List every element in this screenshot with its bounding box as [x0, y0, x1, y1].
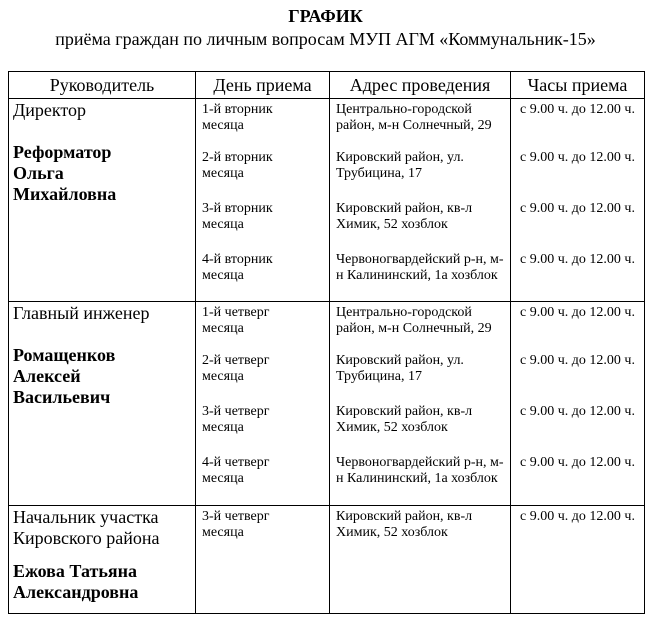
document-title: ГРАФИК	[288, 6, 363, 26]
manager-name: Реформатор Ольга Михайловна	[13, 142, 117, 204]
list-item: 2-й четверг месяца	[202, 353, 270, 384]
list-item: с 9.00 ч. до 12.00 ч.	[520, 252, 635, 267]
list-item: Червоногвардейский р-н, м-н Калининский, 1а хозблок	[336, 455, 504, 486]
day-cell	[196, 302, 330, 506]
list-item: с 9.00 ч. до 12.00 ч.	[520, 150, 635, 165]
list-item: Кировский район, кв-л Химик, 52 хозблок	[336, 201, 473, 232]
list-item: с 9.00 ч. до 12.00 ч.	[520, 353, 635, 368]
address-cell	[330, 506, 511, 614]
column-header-day: День приема	[196, 72, 330, 99]
list-item: Кировский район, кв-л Химик, 52 хозблок	[336, 404, 473, 435]
manager-cell	[9, 506, 196, 614]
day-cell	[196, 506, 330, 614]
list-item: с 9.00 ч. до 12.00 ч.	[520, 305, 635, 320]
list-item: с 9.00 ч. до 12.00 ч.	[520, 102, 635, 117]
manager-name: Ежова Татьяна Александровна	[13, 561, 139, 602]
list-item: Кировский район, кв-л Химик, 52 хозблок	[336, 509, 473, 540]
list-item: 4-й вторник месяца	[202, 252, 273, 283]
column-header-address: Адрес проведения	[330, 72, 511, 99]
manager-cell	[9, 99, 196, 302]
document-subtitle: приёма граждан по личным вопросам МУП АГМ «Коммунальник-15»	[55, 29, 596, 49]
list-item: 1-й четверг месяца	[202, 305, 270, 336]
manager-role: Директор	[13, 100, 87, 120]
hours-cell	[511, 506, 645, 614]
manager-name: Ромащенков Алексей Васильевич	[13, 345, 116, 407]
list-item: с 9.00 ч. до 12.00 ч.	[520, 509, 635, 524]
column-header-manager: Руководитель	[9, 72, 196, 99]
table-row	[9, 302, 645, 506]
table-row	[9, 506, 645, 614]
list-item: 2-й вторник месяца	[202, 150, 273, 181]
table-header-row	[9, 72, 645, 99]
manager-role: Начальник участка Кировского района	[13, 507, 160, 548]
manager-role: Главный инженер	[13, 303, 150, 323]
column-header-hours: Часы приема	[511, 72, 645, 99]
list-item: с 9.00 ч. до 12.00 ч.	[520, 404, 635, 419]
address-cell	[330, 99, 511, 302]
hours-cell	[511, 99, 645, 302]
list-item: Центрально-городской район, м-н Солнечный, 29	[336, 102, 492, 133]
list-item: 3-й четверг месяца	[202, 509, 270, 540]
list-item: Кировский район, ул. Трубицина, 17	[336, 353, 464, 384]
hours-cell	[511, 302, 645, 506]
list-item: 4-й четверг месяца	[202, 455, 270, 486]
list-item: 3-й четверг месяца	[202, 404, 270, 435]
manager-cell	[9, 302, 196, 506]
list-item: Червоногвардейский р-н, м-н Калининский, 1а хозблок	[336, 252, 504, 283]
schedule-table	[8, 71, 645, 614]
table-row	[9, 99, 645, 302]
address-cell	[330, 302, 511, 506]
day-cell	[196, 99, 330, 302]
list-item: Центрально-городской район, м-н Солнечный, 29	[336, 305, 492, 336]
list-item: 1-й вторник месяца	[202, 102, 273, 133]
list-item: с 9.00 ч. до 12.00 ч.	[520, 201, 635, 216]
list-item: с 9.00 ч. до 12.00 ч.	[520, 455, 635, 470]
list-item: Кировский район, ул. Трубицина, 17	[336, 150, 464, 181]
list-item: 3-й вторник месяца	[202, 201, 273, 232]
